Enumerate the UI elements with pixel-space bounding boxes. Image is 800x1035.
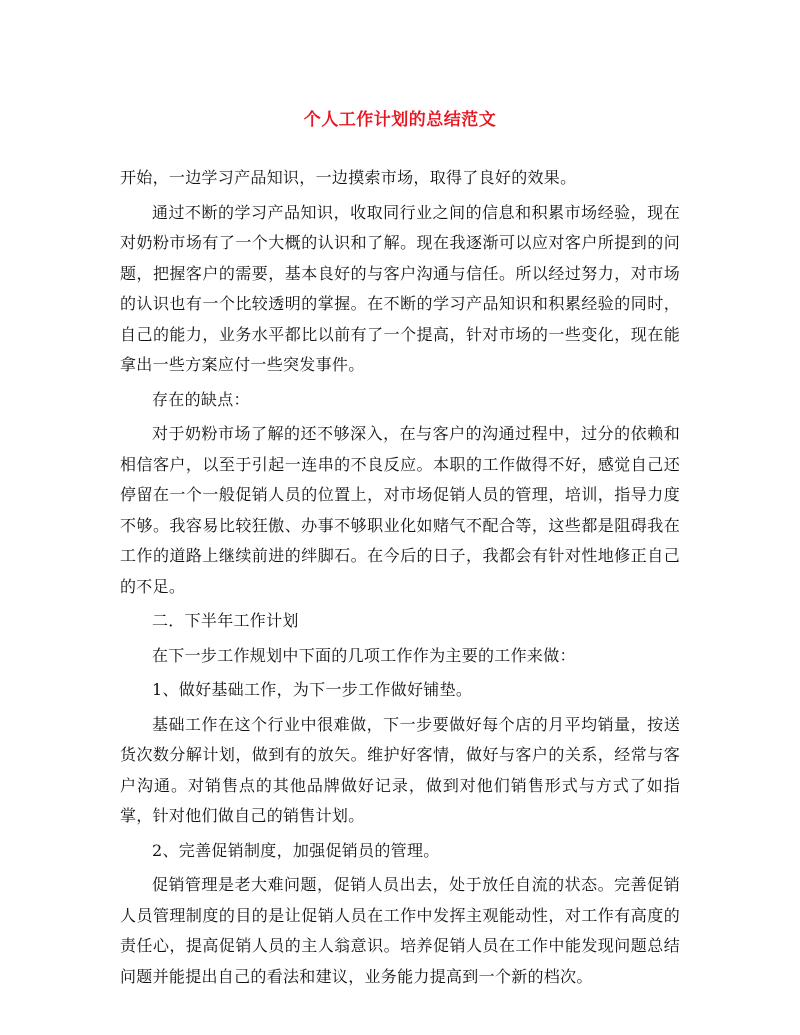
plan-item-1-body: 基础工作在这个行业中很难做，下一步要做好每个店的月平均销量，按送货次数分解计划，做到有的放矢。维护好客情，做好与客户的关系，经常与客户沟通。对销售点的其他品牌做好记录，做到对他们销售形式与方式了如指掌，针对他们做自己的销售计划。 xyxy=(120,714,680,825)
paragraph-progress: 通过不断的学习产品知识，收取同行业之间的信息和积累市场经验，现在对奶粉市场有了一个大概的认识和了解。现在我逐渐可以应对客户所提到的问题，把握客户的需要，基本良好的与客户沟通与信任。所以经过努力，对市场的认识也有一个比较透明的掌握。在不断的学习产品知识和积累经验的同时，自己的能力，业务水平都比以前有了一个提高，针对市场的一些变化，现在能拿出一些方案应付一些突发事件。 xyxy=(120,202,680,374)
plan-item-2-body: 促销管理是老大难问题，促销人员出去，处于放任自流的状态。完善促销人员管理制度的目的是让促销人员在工作中发挥主观能动性，对工作有高度的责任心，提高促销人员的主人翁意识。培养促销人员在工作中能发现问题总结问题并能提出自己的看法和建议，业务能力提高到一个新的档次。 xyxy=(120,875,680,986)
document-title: 个人工作计划的总结范文 xyxy=(303,110,497,130)
plan-item-2-heading: 2、完善促销制度，加强促销员的管理。 xyxy=(152,840,440,860)
plan-item-1-heading: 1、做好基础工作，为下一步工作做好铺垫。 xyxy=(152,680,473,699)
paragraph-shortcomings: 对于奶粉市场了解的还不够深入，在与客户的沟通过程中，过分的依赖和相信客户，以至于引起一连串的不良反应。本职的工作做得不好，感觉自己还停留在一个一般促销人员的位置上，对市场促销人员的管理，培训，指导力度不够。我容易比较狂傲、办事不够职业化如赌气不配合等，这些都是阻碍我在工作的道路上继续前进的绊脚石。在今后的日子，我都会有针对性地修正自己的不足。 xyxy=(120,424,680,596)
paragraph-continuation: 开始，一边学习产品知识，一边摸索市场，取得了良好的效果。 xyxy=(120,168,577,187)
paragraph-plan-intro: 在下一步工作规划中下面的几项工作作为主要的工作来做： xyxy=(152,645,576,665)
section-heading-plan: 二．下半年工作计划 xyxy=(152,611,299,630)
document-body xyxy=(120,163,680,996)
paragraph-shortcomings-heading: 存在的缺点： xyxy=(152,389,250,409)
